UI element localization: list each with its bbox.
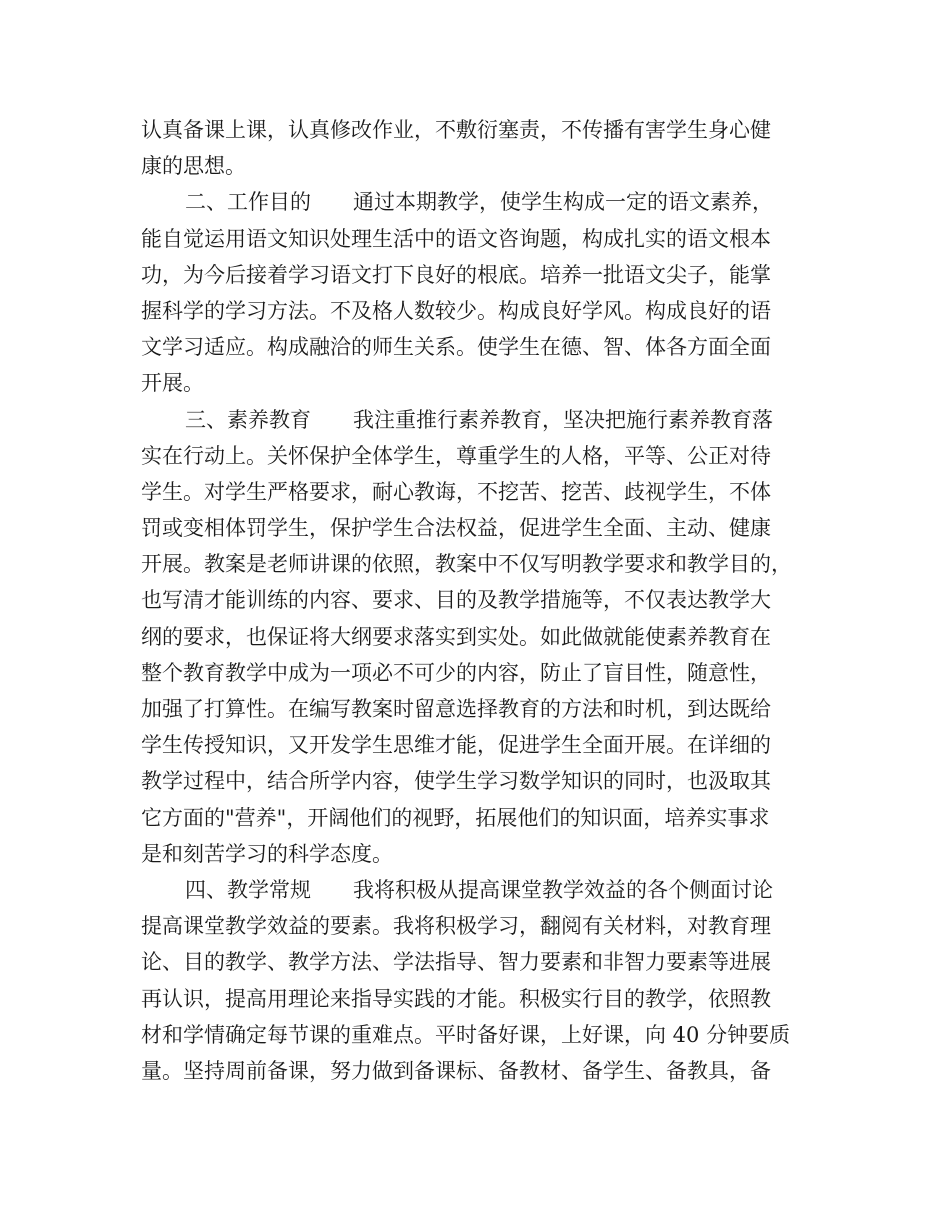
text-line: 文学习适应。构成融洽的师生关系。使学生在德、智、体各方面全面 bbox=[141, 335, 771, 360]
body-text bbox=[141, 112, 831, 1089]
text-line: 纲的要求，也保证将大纲要求落实到实处。如此做就能使素养教育在 bbox=[141, 624, 771, 649]
section-heading-line: 二、工作目的 通过本期教学，使学生构成一定的语文素养， bbox=[185, 190, 773, 215]
text-line: 量。坚持周前备课，努力做到备课标、备教材、备学生、备教具，备 bbox=[141, 1058, 771, 1083]
text-line: 学生。对学生严格要求，耐心教诲，不挖苦、挖苦、歧视学生，不体 bbox=[141, 479, 771, 504]
text-line: 开展。 bbox=[141, 371, 204, 396]
text-line: 也写清才能训练的内容、要求、目的及教学措施等，不仅表达教学大 bbox=[141, 588, 771, 613]
text-line: 开展。教案是老师讲课的依照，教案中不仅写明教学要求和教学目的， bbox=[141, 552, 792, 577]
text-line: 功，为今后接着学习语文打下良好的根底。培养一批语文尖子，能掌 bbox=[141, 262, 771, 287]
text-line: 再认识，提高用理论来指导实践的才能。积极实行目的教学，依照教 bbox=[141, 986, 771, 1011]
section-heading-line: 三、素养教育 我注重推行素养教育，坚决把施行素养教育落 bbox=[185, 407, 773, 432]
text-line: 握科学的学习方法。不及格人数较少。构成良好学风。构成良好的语 bbox=[141, 298, 771, 323]
text-line: 罚或变相体罚学生，保护学生合法权益，促进学生全面、主动、健康 bbox=[141, 516, 771, 541]
text-line: 能自觉运用语文知识处理生活中的语文咨询题，构成扎实的语文根本 bbox=[141, 226, 771, 251]
section-heading-line: 四、教学常规 我将积极从提高课堂教学效益的各个侧面讨论 bbox=[185, 877, 773, 902]
text-line: 康的思想。 bbox=[141, 154, 246, 179]
text-line: 提高课堂教学效益的要素。我将积极学习，翻阅有关材料，对教育理 bbox=[141, 914, 771, 939]
text-line: 教学过程中，结合所学内容，使学生学习数学知识的同时，也汲取其 bbox=[141, 769, 771, 794]
text-line: 加强了打算性。在编写教案时留意选择教育的方法和时机，到达既给 bbox=[141, 697, 771, 721]
text-line: 材和学情确定每节课的重难点。平时备好课，上好课，向 40 分钟要质 bbox=[141, 1022, 791, 1047]
text-line: 认真备课上课，认真修改作业，不敷衍塞责，不传播有害学生身心健 bbox=[141, 118, 771, 142]
text-line: 实在行动上。关怀保护全体学生，尊重学生的人格，平等、公正对待 bbox=[141, 443, 771, 468]
text-line: 论、目的教学、教学方法、学法指导、智力要素和非智力要素等进展 bbox=[141, 950, 771, 975]
text-line: 整个教育教学中成为一项必不可少的内容，防止了盲目性，随意性， bbox=[141, 660, 771, 685]
text-line: 是和刻苦学习的科学态度。 bbox=[141, 841, 393, 866]
text-line: 学生传授知识，又开发学生思维才能，促进学生全面开展。在详细的 bbox=[141, 733, 771, 758]
text-line: 它方面的"营养"，开阔他们的视野，拓展他们的知识面，培养实事求 bbox=[141, 805, 770, 830]
